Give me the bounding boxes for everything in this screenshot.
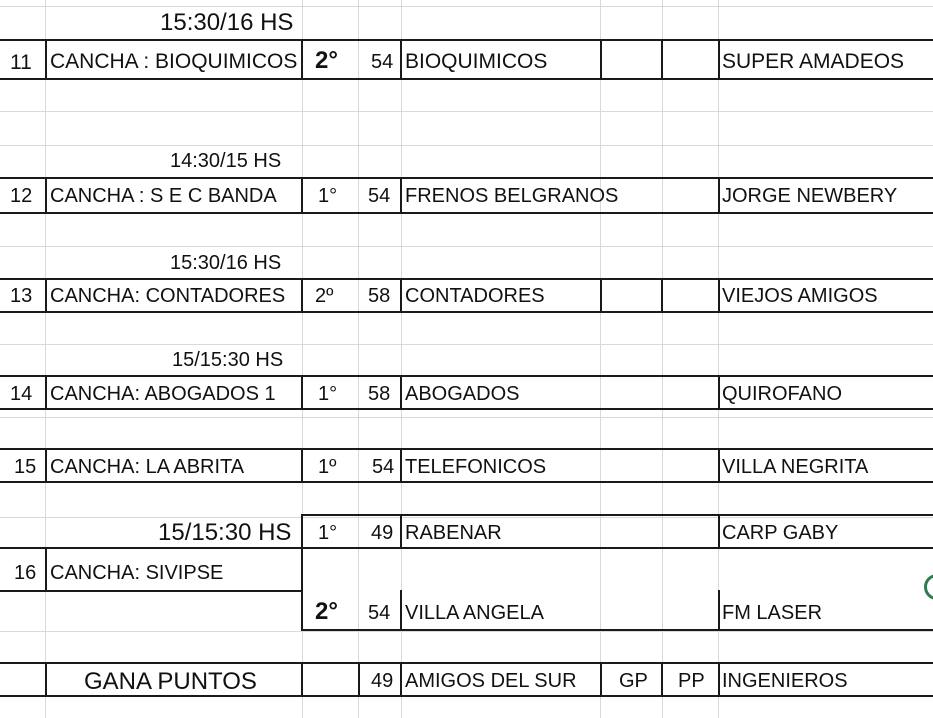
venue-label: CANCHA : BIOQUIMICOS bbox=[50, 50, 298, 73]
category-code: 49 bbox=[371, 670, 394, 692]
grid-row-line bbox=[0, 6, 933, 7]
category-code: 54 bbox=[372, 456, 395, 478]
cell-border bbox=[400, 375, 402, 410]
division: 2º bbox=[315, 285, 334, 307]
cell-border bbox=[301, 629, 933, 631]
grid-row-line bbox=[0, 517, 933, 518]
grid-row-line bbox=[0, 631, 933, 632]
grid-col-line bbox=[600, 0, 601, 718]
division: 1º bbox=[318, 456, 337, 478]
home-team: ABOGADOS bbox=[405, 383, 520, 405]
cell-border bbox=[718, 375, 720, 410]
cell-border bbox=[718, 448, 720, 483]
venue-label: CANCHA: CONTADORES bbox=[50, 285, 286, 307]
venue-label: CANCHA: SIVIPSE bbox=[50, 562, 224, 584]
cell-border bbox=[400, 177, 402, 214]
cell-border bbox=[45, 547, 47, 592]
cell-border bbox=[0, 278, 933, 280]
match-time: 14:30/15 HS bbox=[170, 150, 282, 172]
away-team: FM LASER bbox=[722, 602, 823, 624]
match-number: 14 bbox=[10, 383, 33, 405]
gana-puntos-label: GANA PUNTOS bbox=[84, 668, 257, 695]
cell-border bbox=[358, 662, 360, 697]
cell-border bbox=[45, 662, 47, 697]
home-team: RABENAR bbox=[405, 522, 502, 544]
cell-border bbox=[45, 278, 47, 313]
category-code: 54 bbox=[371, 51, 394, 73]
cell-border bbox=[718, 177, 720, 214]
cell-border bbox=[301, 177, 303, 214]
cell-border bbox=[0, 408, 933, 410]
cell-border bbox=[301, 375, 303, 410]
cell-border bbox=[400, 39, 402, 80]
grid-row-line bbox=[0, 417, 933, 418]
cell-border bbox=[0, 212, 933, 214]
cell-border bbox=[718, 39, 720, 80]
venue-label: CANCHA : S E C BANDA bbox=[50, 185, 277, 207]
cell-border bbox=[0, 481, 933, 483]
home-team: VILLA ANGELA bbox=[405, 602, 544, 624]
category-code: 58 bbox=[368, 383, 391, 405]
away-team: SUPER AMADEOS bbox=[722, 50, 905, 73]
home-team: AMIGOS DEL SUR bbox=[405, 670, 577, 692]
grid-row-line bbox=[0, 145, 933, 146]
home-team: CONTADORES bbox=[405, 285, 545, 307]
match-number: 12 bbox=[10, 185, 33, 207]
match-time: 15:30/16 HS bbox=[160, 9, 294, 36]
home-team: FRENOS BELGRANOS bbox=[405, 185, 619, 207]
category-code: 49 bbox=[371, 522, 394, 544]
circle-handle-icon[interactable] bbox=[924, 574, 933, 600]
category-code: 54 bbox=[368, 602, 391, 624]
match-number: 13 bbox=[10, 285, 33, 307]
grid-col-line bbox=[45, 0, 46, 718]
pp-label: PP bbox=[678, 670, 705, 692]
cell-border bbox=[0, 78, 933, 80]
cell-border bbox=[718, 662, 720, 697]
venue-label: CANCHA: ABOGADOS 1 bbox=[50, 383, 276, 405]
away-team: JORGE NEWBERY bbox=[722, 185, 898, 207]
cell-border bbox=[301, 448, 303, 483]
away-team: VIEJOS AMIGOS bbox=[722, 285, 878, 307]
cell-border bbox=[600, 39, 602, 80]
cell-border bbox=[661, 39, 663, 80]
match-time: 15/15:30 HS bbox=[158, 519, 292, 546]
grid-row-line bbox=[0, 344, 933, 345]
cell-border bbox=[301, 278, 303, 313]
cell-border bbox=[45, 375, 47, 410]
grid-col-line bbox=[662, 0, 663, 718]
cell-border bbox=[0, 547, 933, 549]
grid-row-line bbox=[0, 246, 933, 247]
division: 2° bbox=[315, 47, 338, 74]
cell-border bbox=[45, 177, 47, 214]
cell-border bbox=[600, 662, 602, 697]
match-number: 15 bbox=[14, 456, 37, 478]
venue-label: CANCHA: LA ABRITA bbox=[50, 456, 245, 478]
cell-border bbox=[718, 514, 720, 549]
cell-border bbox=[301, 514, 303, 631]
grid-row-line bbox=[0, 111, 933, 112]
cell-border bbox=[400, 514, 402, 549]
cell-border bbox=[0, 695, 933, 697]
cell-border bbox=[301, 39, 303, 80]
cell-border bbox=[0, 177, 933, 179]
away-team: QUIROFANO bbox=[722, 383, 843, 405]
home-team: TELEFONICOS bbox=[405, 456, 547, 478]
cell-border bbox=[600, 278, 602, 313]
cell-border bbox=[45, 448, 47, 483]
division: 1° bbox=[318, 383, 338, 405]
cell-border bbox=[400, 278, 402, 313]
cell-border bbox=[400, 448, 402, 483]
cell-border bbox=[301, 662, 303, 697]
category-code: 58 bbox=[368, 285, 391, 307]
cell-border bbox=[0, 662, 933, 664]
cell-border bbox=[0, 375, 933, 377]
cell-border bbox=[0, 311, 933, 313]
cell-border bbox=[661, 662, 663, 697]
away-team: VILLA NEGRITA bbox=[722, 456, 869, 478]
home-team: BIOQUIMICOS bbox=[405, 50, 548, 73]
cell-border bbox=[400, 662, 402, 697]
division: 1° bbox=[318, 185, 338, 207]
cell-border bbox=[718, 278, 720, 313]
match-time: 15/15:30 HS bbox=[172, 349, 284, 371]
away-team: INGENIEROS bbox=[722, 670, 848, 692]
division: 2° bbox=[315, 598, 338, 625]
cell-border bbox=[301, 514, 933, 516]
away-team: CARP GABY bbox=[722, 522, 839, 544]
cell-border bbox=[661, 278, 663, 313]
cell-border bbox=[718, 590, 720, 631]
gp-label: GP bbox=[619, 670, 648, 692]
category-code: 54 bbox=[368, 185, 391, 207]
division: 1° bbox=[318, 522, 338, 544]
cell-border bbox=[0, 448, 933, 450]
cell-border bbox=[0, 39, 933, 41]
match-number: 16 bbox=[14, 562, 37, 584]
match-time: 15:30/16 HS bbox=[170, 252, 282, 274]
match-number: 11 bbox=[10, 51, 32, 74]
cell-border bbox=[45, 39, 47, 80]
cell-border bbox=[400, 590, 402, 631]
grid-col-line bbox=[358, 0, 359, 718]
